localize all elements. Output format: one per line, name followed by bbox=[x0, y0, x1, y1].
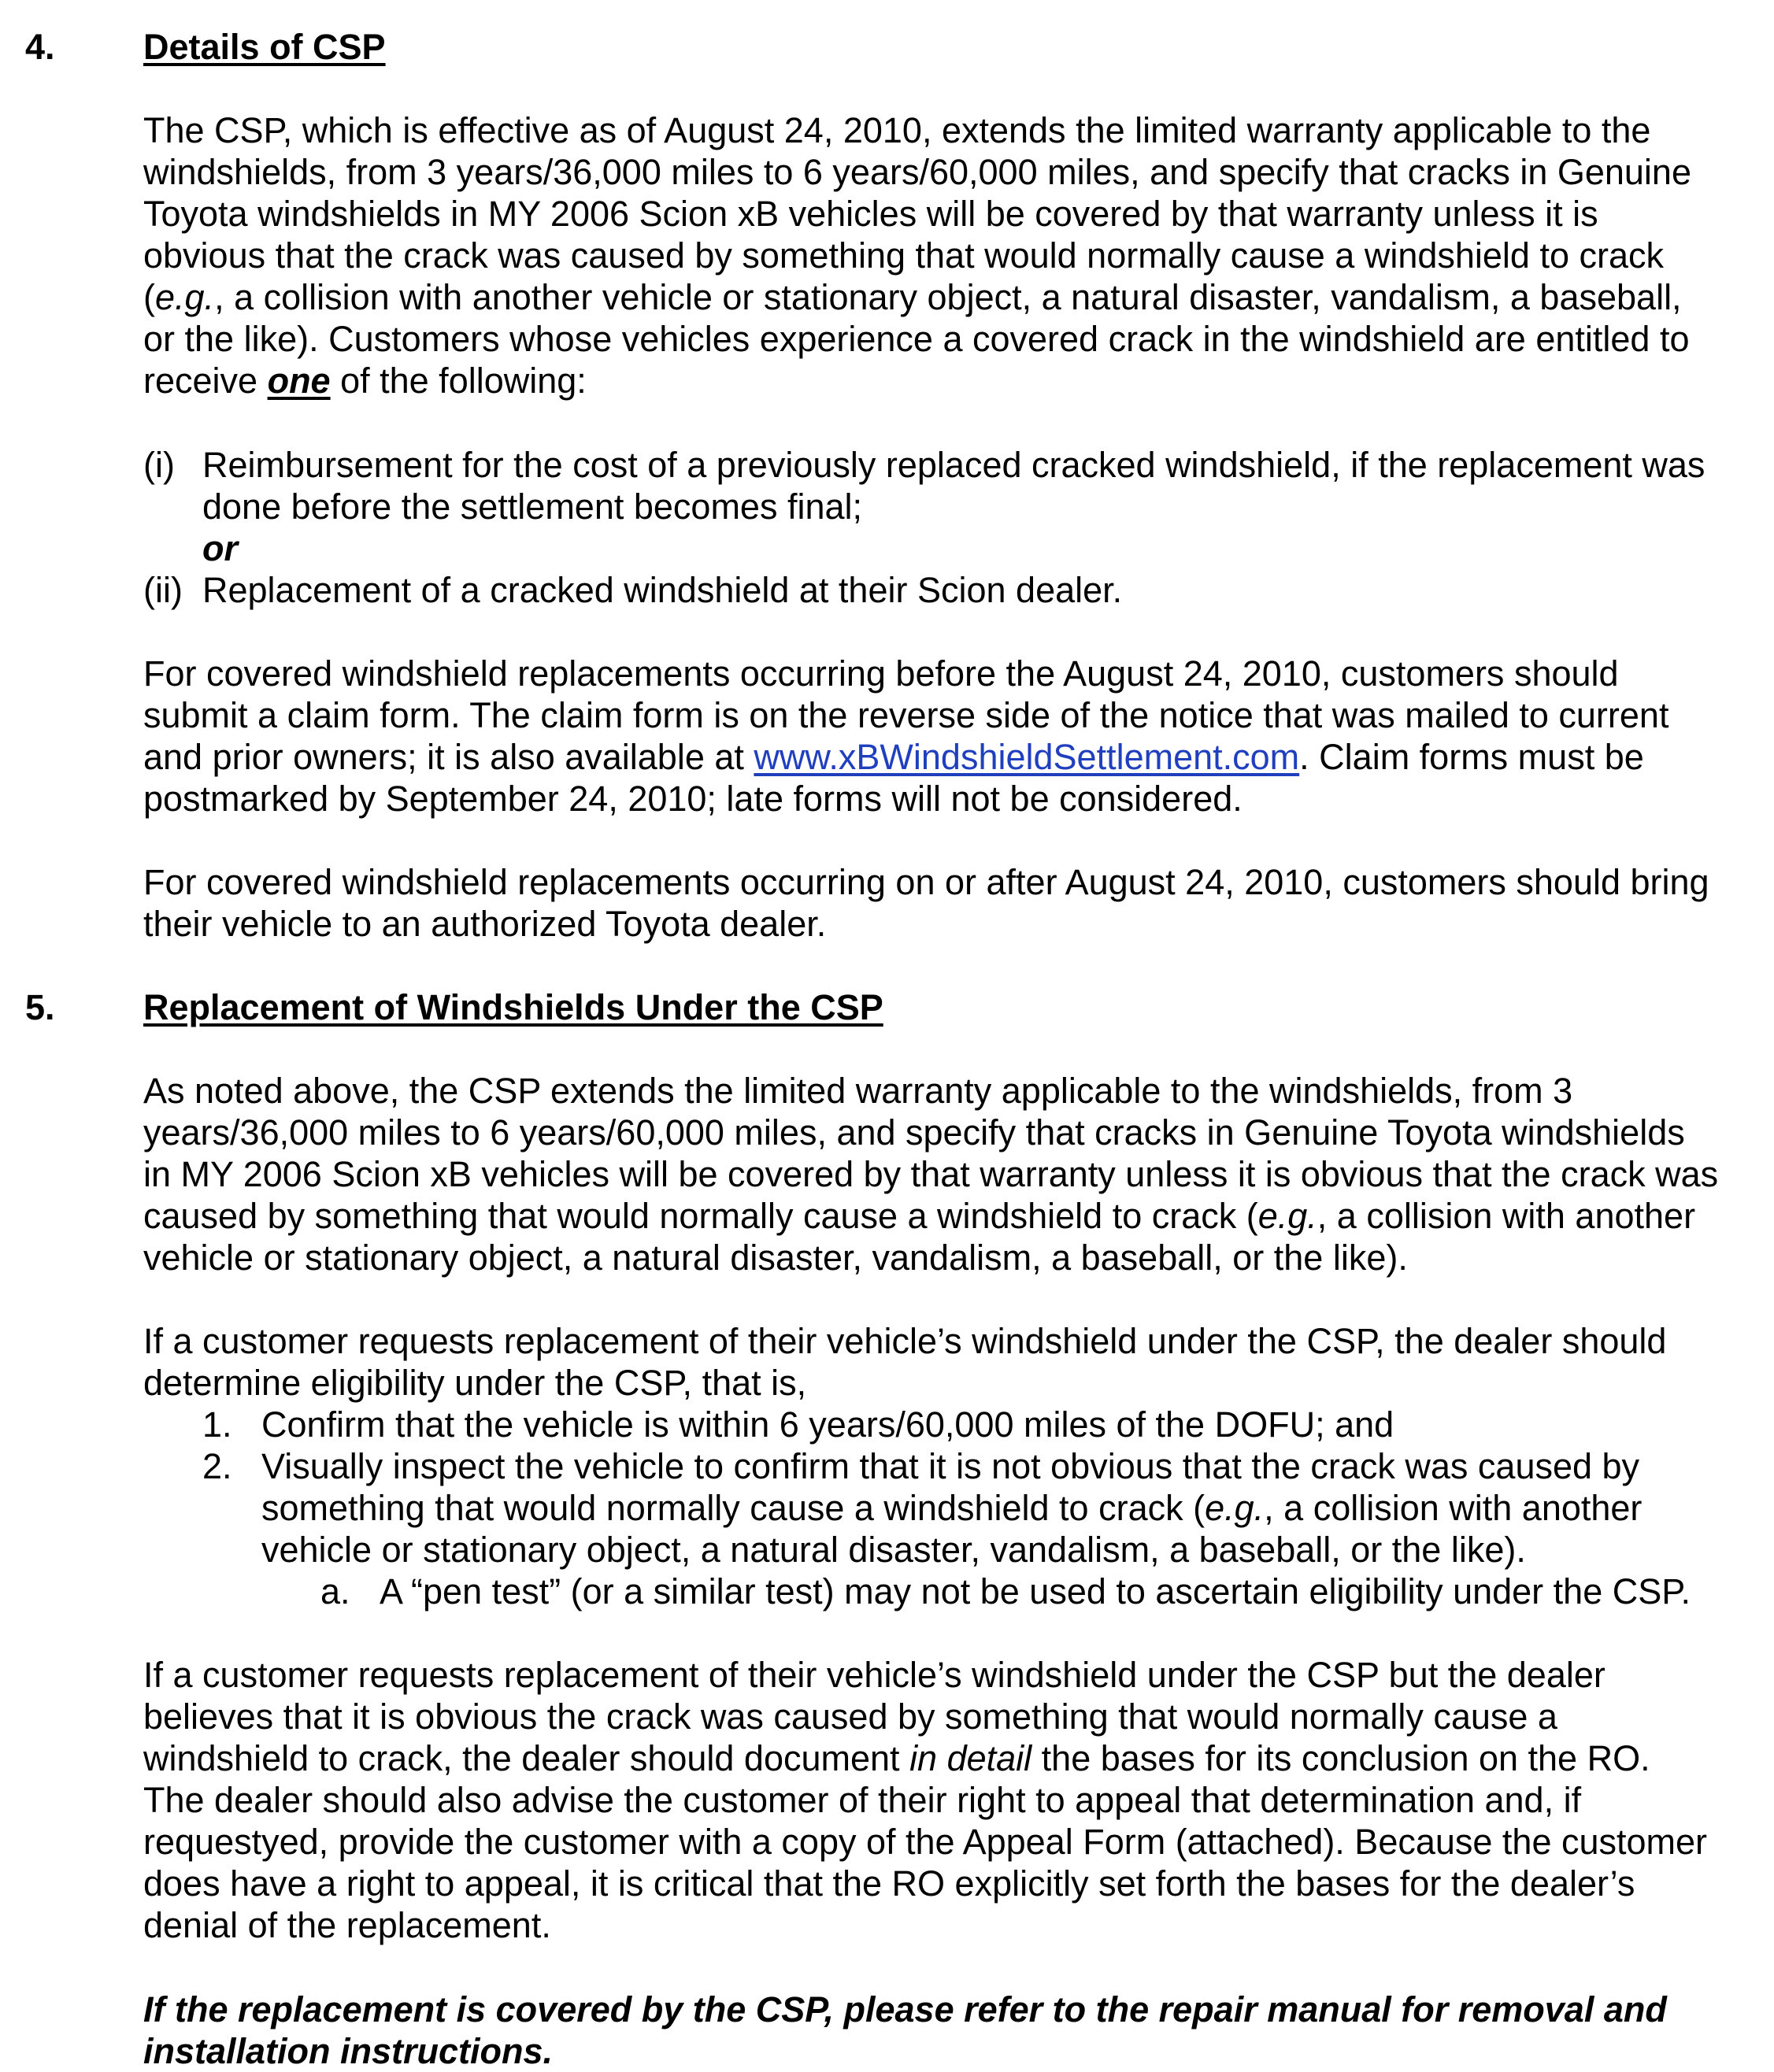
text-line: in MY 2006 Scion xB vehicles will be covered by that warranty unless it is obvious that the crack was bbox=[143, 1154, 1719, 1194]
text-line bbox=[143, 1737, 1765, 1779]
text-line bbox=[143, 736, 1765, 778]
text-line bbox=[143, 276, 1765, 318]
text-line bbox=[261, 1487, 1769, 1529]
text-line: Visually inspect the vehicle to confirm that it is not obvious that the crack was caused by bbox=[261, 1446, 1640, 1486]
or-separator: or bbox=[202, 528, 238, 568]
section-5-intro-paragraph bbox=[143, 1070, 1765, 1278]
text-line: Toyota windshields in MY 2006 Scion xB vehicles will be covered by that warranty unless it is bbox=[143, 194, 1598, 234]
text-line: believes that it is obvious the crack was caused by something that would normally cause a bbox=[143, 1696, 1557, 1737]
text-line: determine eligibility under the CSP, that is, bbox=[143, 1363, 807, 1403]
text-line: obvious that the crack was caused by something that would normally cause a windshield to crack bbox=[143, 235, 1665, 276]
step-marker: 1. bbox=[202, 1404, 232, 1445]
text-line: their vehicle to an authorized Toyota dealer. bbox=[143, 904, 827, 944]
text-line: does have a right to appeal, it is critical that the RO explicitly set forth the bases for the dealer’s bbox=[143, 1863, 1635, 1904]
section-5-heading: Replacement of Windshields Under the CSP bbox=[143, 987, 883, 1027]
text-line: For covered windshield replacements occurring on or after August 24, 2010, customers should bring bbox=[143, 862, 1709, 902]
text-run: , a collision with another vehicle or stationary object, a natural disaster, vandalism, a baseball, bbox=[214, 277, 1682, 317]
section-5-number: 5. bbox=[25, 987, 55, 1027]
text-run: receive bbox=[143, 361, 268, 401]
text-line: For covered windshield replacements occurring before the August 24, 2010, customers should bbox=[143, 653, 1619, 694]
text-line: postmarked by September 24, 2010; late forms will not be considered. bbox=[143, 779, 1243, 819]
eg-abbreviation: e.g. bbox=[1257, 1196, 1317, 1236]
text-run: , a collision with another bbox=[1317, 1196, 1696, 1236]
denial-paragraph bbox=[143, 1654, 1765, 1946]
text-run: ( bbox=[143, 277, 155, 317]
text-line: If a customer requests replacement of their vehicle’s windshield under the CSP, the dealer should bbox=[143, 1321, 1667, 1361]
text-run: caused by something that would normally cause a windshield to crack ( bbox=[143, 1196, 1258, 1236]
text-line: windshields, from 3 years/36,000 miles to 6 years/60,000 miles, and specify that cracks in Genuine bbox=[143, 152, 1691, 192]
section-4-intro-paragraph bbox=[143, 109, 1765, 401]
text-line: Replacement of a cracked windshield at their Scion dealer. bbox=[202, 570, 1123, 610]
text-line: As noted above, the CSP extends the limited warranty applicable to the windshields, from 3 bbox=[143, 1071, 1573, 1111]
text-line: vehicle or stationary object, a natural disaster, vandalism, a baseball, or the like). bbox=[261, 1530, 1526, 1570]
text-line: Reimbursement for the cost of a previously replaced cracked windshield, if the replacement was bbox=[202, 445, 1705, 485]
text-run: and prior owners; it is also available at bbox=[143, 737, 754, 777]
eg-abbreviation: e.g. bbox=[155, 277, 215, 317]
section-4-heading: Details of CSP bbox=[143, 27, 386, 67]
text-line: or the like). Customers whose vehicles experience a covered crack in the windshield are entitled to bbox=[143, 319, 1690, 359]
text-line: vehicle or stationary object, a natural disaster, vandalism, a baseball, or the like). bbox=[143, 1238, 1408, 1278]
substep-marker: a. bbox=[320, 1571, 350, 1611]
text-line: The dealer should also advise the customer of their right to appeal that determination and, if bbox=[143, 1780, 1582, 1820]
text-line: years/36,000 miles to 6 years/60,000 miles, and specify that cracks in Genuine Toyota windshields bbox=[143, 1112, 1685, 1153]
text-line: done before the settlement becomes final; bbox=[202, 487, 863, 527]
step-marker: 2. bbox=[202, 1446, 232, 1486]
text-run: . Claim forms must be bbox=[1299, 737, 1644, 777]
option-marker: (i) bbox=[143, 445, 175, 485]
text-run: something that would normally cause a windshield to crack ( bbox=[261, 1488, 1206, 1528]
eligibility-paragraph bbox=[143, 1320, 1765, 1404]
before-date-paragraph bbox=[143, 653, 1765, 820]
text-line: If a customer requests replacement of their vehicle’s windshield under the CSP but the dealer bbox=[143, 1655, 1605, 1695]
closing-instruction bbox=[143, 1989, 1765, 2072]
text-run: of the following: bbox=[330, 361, 587, 401]
emphasis-in-detail: in detail bbox=[909, 1738, 1032, 1778]
text-line: submit a claim form. The claim form is on the reverse side of the notice that was mailed to current bbox=[143, 695, 1669, 735]
settlement-website-link[interactable]: www.xBWindshieldSettlement.com bbox=[754, 737, 1300, 777]
text-line: installation instructions. bbox=[143, 2031, 554, 2071]
text-line: If the replacement is covered by the CSP, please refer to the repair manual for removal and bbox=[143, 1989, 1667, 2029]
emphasis-one: one bbox=[267, 361, 331, 401]
text-line bbox=[143, 1195, 1765, 1237]
text-run: , a collision with another bbox=[1264, 1488, 1643, 1528]
text-line: Confirm that the vehicle is within 6 years/60,000 miles of the DOFU; and bbox=[261, 1404, 1394, 1445]
text-line: requestyed, provide the customer with a copy of the Appeal Form (attached). Because the customer bbox=[143, 1822, 1708, 1862]
after-date-paragraph bbox=[143, 861, 1765, 945]
text-run: windshield to crack, the dealer should document bbox=[143, 1738, 910, 1778]
text-line: denial of the replacement. bbox=[143, 1905, 551, 1945]
option-marker: (ii) bbox=[143, 570, 183, 610]
section-4-number: 4. bbox=[25, 27, 55, 67]
text-run: the bases for its conclusion on the RO. bbox=[1031, 1738, 1650, 1778]
eg-abbreviation: e.g. bbox=[1205, 1488, 1265, 1528]
text-line bbox=[143, 360, 1765, 401]
text-line: A “pen test” (or a similar test) may not be used to ascertain eligibility under the CSP. bbox=[380, 1571, 1691, 1611]
text-line: The CSP, which is effective as of August 24, 2010, extends the limited warranty applicable to the bbox=[143, 110, 1651, 150]
